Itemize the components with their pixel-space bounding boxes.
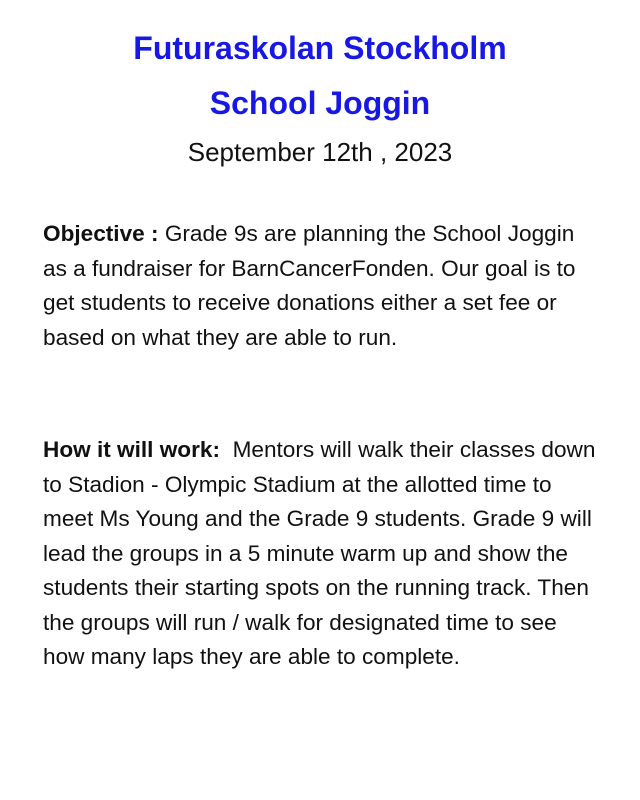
page-title-line-1: Futuraskolan Stockholm — [133, 30, 507, 66]
page-title-line-2: School Joggin — [209, 85, 431, 121]
how-it-works-text: Mentors will walk their classes down to Stadion - Olympic Stadium at the allotted time to meet Ms Young and the Grade 9 students. Grade 9 will lead the groups in a 5 minute warm up and show the students their starting spots on the running track. Then the groups will run / walk for designated time to see how many laps they are able to complete. — [43, 437, 596, 669]
event-date: September 12th , 2023 — [187, 137, 453, 167]
how-it-works-label: How it will work: — [43, 437, 220, 462]
how-it-works-paragraph — [43, 433, 603, 675]
objective-paragraph — [43, 217, 603, 355]
objective-label: Objective : — [43, 221, 159, 246]
objective-text: Grade 9s are planning the School Joggin as a fundraiser for BarnCancerFonden. Our goal is to get students to receive donations either a set fee or based on what they are able to run. — [43, 221, 576, 350]
